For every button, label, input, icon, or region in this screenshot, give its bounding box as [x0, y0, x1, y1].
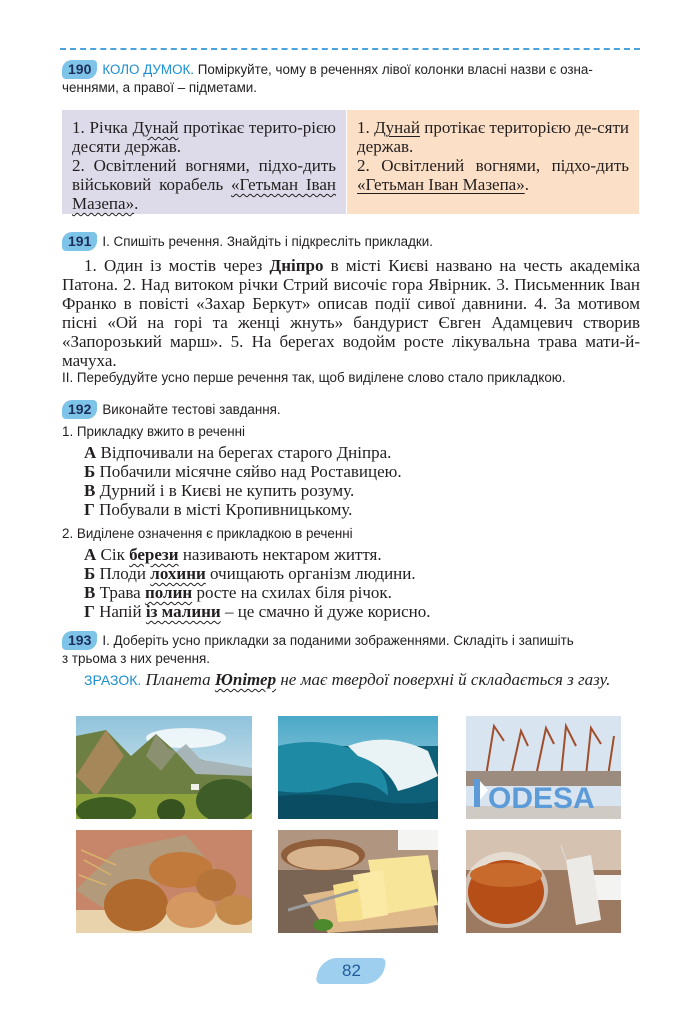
option-a[interactable] [84, 545, 431, 564]
underlined-attribute: «Гетьман Іван Мазепа» [72, 175, 336, 213]
butter-photo [278, 830, 438, 933]
text: протікає терито-рією десяти держав. [72, 118, 336, 156]
question-2-options [84, 545, 431, 621]
option-text: – це смачно й дуже корисно. [220, 602, 431, 621]
text: Планета [141, 670, 215, 689]
option-letter: Б [84, 564, 96, 583]
dashed-divider [60, 48, 640, 50]
sentence-2 [357, 156, 629, 194]
exercise-192-instruction [62, 400, 642, 419]
underlined-subject: «Гетьман Іван Мазепа» [357, 175, 525, 194]
option-text: Побували в місті Кропивницькому. [94, 500, 353, 519]
section-label: КОЛО ДУМОК. [102, 62, 195, 77]
option-text: росте на схилах біля річок. [192, 583, 392, 602]
page-number: 82 [341, 961, 361, 980]
text: . [134, 194, 139, 213]
page-number-badge [315, 958, 387, 984]
text: 1. [357, 118, 375, 137]
option-b[interactable] [84, 462, 402, 481]
text: 1. Річка [72, 118, 133, 137]
sentence-1 [357, 118, 629, 156]
exercise-number-badge: 193 [62, 631, 97, 650]
question-1-title: 1. Прикладку вжито в реченні [62, 424, 245, 439]
instruction-text: I. Спишіть речення. Знайдіть і підкресліть прикладки. [102, 234, 433, 249]
option-text: очищають організм людини. [205, 564, 416, 583]
left-column-box [62, 110, 346, 214]
option-b[interactable] [84, 564, 431, 583]
wave-photo [278, 716, 438, 819]
question-2-title: 2. Виділене означення є прикладкою в реченні [62, 526, 353, 541]
text: . [524, 175, 529, 194]
exercise-number-badge: 191 [62, 232, 97, 251]
question-1-options [84, 443, 402, 519]
text: протікає територією де-сяти держав. [357, 118, 629, 156]
right-column-box [347, 110, 639, 214]
exercise-191-instruction-2: II. Перебудуйте усно перше речення так, щоб виділене слово стало прикладкою. [62, 370, 566, 385]
option-letter: А [84, 545, 97, 564]
exercise-193-instruction [62, 631, 642, 668]
exercise-190-instruction [62, 60, 642, 97]
instruction-text: I. Доберіть усно прикладки за поданими зображеннями. Складіть і запишіть [102, 633, 574, 648]
option-letter: В [84, 481, 96, 500]
option-letter: Г [84, 602, 95, 621]
text: 2. Освітлений вогнями, підхо-дить [357, 156, 629, 175]
sample-sentence [62, 670, 640, 690]
option-text: Сік [96, 545, 130, 564]
option-text: Плоди [95, 564, 151, 583]
bread-photo [76, 830, 252, 933]
sentence-2 [72, 156, 336, 213]
highlighted-word: із малини [145, 602, 221, 621]
text: в місті Києві названо на честь академіка Патона. 2. Над витоком річки Стрий височіє гора Явірник. 3. Письменник Іван Франко в повісті «Захар Беркут» описав події сивої давнини. 4. За мотивом пісні «Ой на горі та женці жнуть» бандурист Євген Адамцевич створив «Запорозький марш». 5. На берегах водойм росте лікувальна трава мати-й-мачуха. [62, 256, 640, 370]
highlighted-word: Юпітер [214, 670, 277, 689]
option-v[interactable] [84, 583, 431, 602]
instruction-text: Виконайте тестові завдання. [102, 402, 281, 417]
exercise-number-badge: 190 [62, 60, 97, 79]
sample-label: ЗРАЗОК. [84, 672, 142, 688]
text: 2. Освітлений вогнями, підхо-дить військовий корабель [72, 156, 336, 194]
option-g[interactable] [84, 602, 431, 621]
highlighted-word: берези [129, 545, 179, 564]
odesa-photo [466, 716, 621, 819]
option-text: Дурний і в Києві не купить розуму. [95, 481, 355, 500]
option-letter: А [84, 443, 97, 462]
exercise-number-badge: 192 [62, 400, 97, 419]
highlighted-word: Дніпро [269, 256, 324, 275]
option-text: Побачили місячне сяйво над Роставицею. [95, 462, 402, 481]
mountains-photo [76, 716, 252, 819]
option-g[interactable] [84, 500, 402, 519]
sentence-1 [72, 118, 336, 156]
text: не має твердої поверхні й складається з газу. [276, 670, 611, 689]
instruction-text: Поміркуйте, чому в реченнях лівої колонки власні назви є озна- [194, 62, 593, 77]
option-v[interactable] [84, 481, 402, 500]
highlighted-word: полин [144, 583, 193, 602]
highlighted-word: лохини [150, 564, 206, 583]
option-text: називають нектаром життя. [178, 545, 382, 564]
tea-photo [466, 830, 621, 933]
instruction-text: з трьома з них речення. [62, 651, 211, 666]
instruction-text: ченнями, а правої – підметами. [62, 80, 258, 95]
exercise-191-instruction [62, 232, 642, 251]
option-letter: Б [84, 462, 96, 481]
option-text: Напій [94, 602, 146, 621]
text: 1. Один із мостів через [84, 256, 270, 275]
exercise-191-text [62, 256, 640, 370]
option-a[interactable] [84, 443, 402, 462]
svg-text:ODESA: ODESA [488, 782, 595, 815]
underlined-attribute: Дунай [132, 118, 179, 137]
option-text: Відпочивали на берегах старого Дніпра. [96, 443, 392, 462]
option-letter: В [84, 583, 96, 602]
underlined-subject: Дунай [374, 118, 420, 137]
option-text: Трава [95, 583, 145, 602]
option-letter: Г [84, 500, 95, 519]
